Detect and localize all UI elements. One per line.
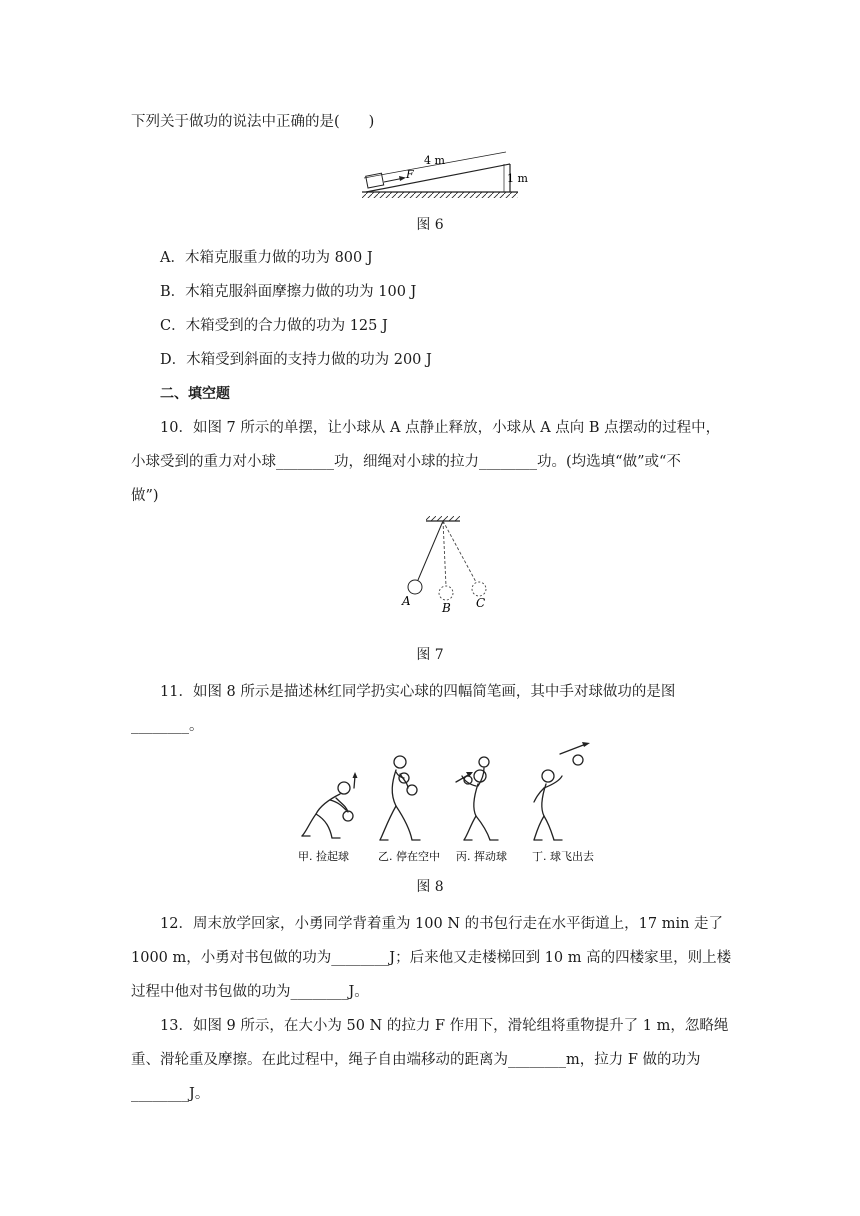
ball-flying	[573, 755, 583, 765]
question-12-line-2: 1000 m，小勇对书包做的功为________J；后来他又走楼梯回到 10 m 高的四楼家里，则上楼	[131, 950, 732, 966]
string-to-b	[443, 521, 446, 586]
ceiling-hatching	[426, 516, 460, 521]
option-a: A．木箱克服重力做的功为 800 J	[160, 250, 373, 266]
figure-8-caption: 图 8	[416, 879, 444, 895]
ground-hatching	[362, 192, 518, 198]
length-label: 4 m	[424, 154, 445, 167]
question-12-line-1: 12．周末放学回家，小勇同学背着重为 100 N 的书包行走在水平街道上，17 min 走了	[160, 916, 724, 932]
ball-a	[408, 580, 422, 594]
stick-figure-swinging	[456, 757, 498, 840]
question-13-line-2: 重、滑轮重及摩擦。在此过程中，绳子自由端移动的距离为________m，拉力 F 做的功为	[131, 1052, 701, 1068]
option-d: D．木箱受到斜面的支持力做的功为 200 J	[160, 352, 432, 368]
string-to-a	[418, 521, 443, 580]
ball-b	[439, 586, 453, 600]
panel-label-3: 丙. 挥动球	[456, 850, 507, 863]
force-arrowhead	[399, 176, 406, 181]
question-10-line-1: 10．如图 7 所示的单摆，让小球从 A 点静止释放，小球从 A 点向 B 点摆动的过程中，	[160, 420, 721, 436]
stick-figure-picking-up	[302, 772, 358, 838]
stick-figure-holding	[380, 756, 420, 840]
panel-label-1: 甲. 捡起球	[298, 850, 349, 863]
section-heading: 二、填空题	[160, 386, 230, 402]
option-b: B．木箱克服斜面摩擦力做的功为 100 J	[160, 284, 417, 300]
panel-label-2: 乙. 停在空中	[378, 850, 440, 863]
question-13-line-3: ________J。	[131, 1086, 210, 1102]
question-12-line-3: 过程中他对书包做的功为________J。	[131, 984, 369, 1000]
panel-label-4: 丁. 球飞出去	[532, 850, 594, 863]
string-to-c	[443, 521, 476, 582]
label-a: A	[402, 594, 411, 608]
label-b: B	[442, 601, 451, 615]
height-label: 1 m	[507, 172, 528, 185]
incline-surface	[366, 164, 510, 192]
question-11-line-2: ________。	[131, 718, 204, 734]
wooden-box	[366, 173, 384, 188]
figure-6-caption: 图 6	[416, 217, 444, 233]
ball-holding	[407, 785, 417, 795]
figure-6-incline-diagram	[360, 152, 530, 202]
figure-7-pendulum-diagram	[400, 516, 500, 616]
question-13-line-1: 13．如图 9 所示，在大小为 50 N 的拉力 F 作用下，滑轮组将重物提升了 1 m，忽略绳	[160, 1018, 729, 1034]
figure-7-caption: 图 7	[416, 647, 444, 663]
question-10-line-2: 小球受到的重力对小球________功，细绳对小球的拉力________功。(均选填“做”或“不	[131, 454, 681, 470]
question-10-line-3: 做”)	[131, 488, 159, 504]
ball-c	[472, 582, 486, 596]
option-c: C．木箱受到的合力做的功为 125 J	[160, 318, 388, 334]
label-c: C	[476, 596, 486, 610]
force-label: F	[406, 168, 414, 181]
question-9-stem: 下列关于做功的说法中正确的是( )	[131, 114, 375, 130]
figure-8-stick-figures	[292, 740, 632, 868]
question-11-line-1: 11．如图 8 所示是描述林红同学扔实心球的四幅简笔画，其中手对球做功的是图	[160, 684, 676, 700]
